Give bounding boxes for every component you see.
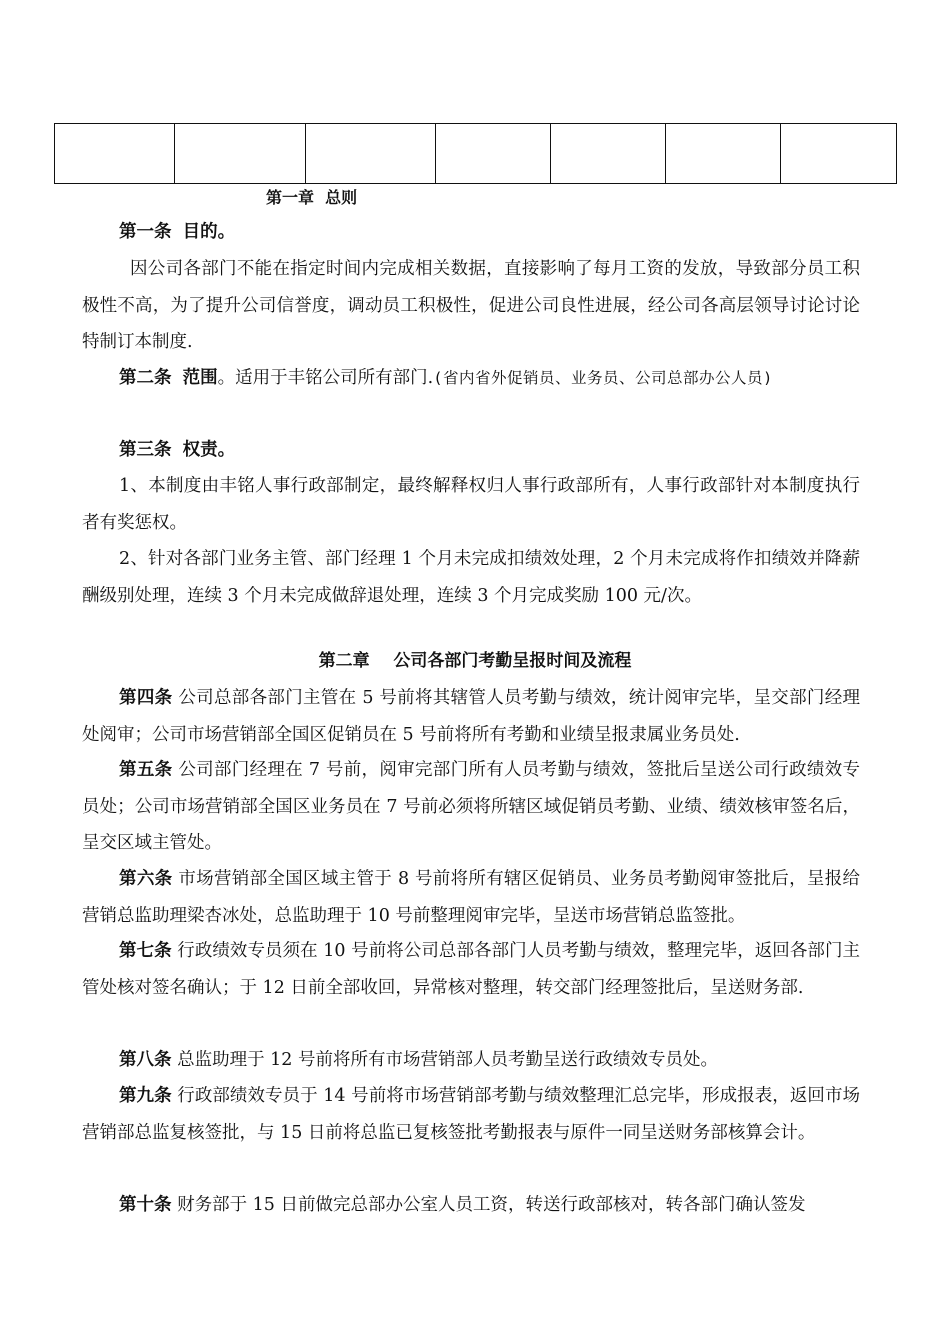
header-blank-table — [54, 123, 897, 184]
article-scope-note: (省内省外促销员、业务员、公司总部办公人员) — [433, 369, 773, 387]
article-body: 行政绩效专员须在 10 号前将公司总部各部门人员考勤与绩效，整理完毕，返回各部门主管处核对签名确认；于 12 日前全部收回，异常核对整理，转交部门经理签批后，呈送财务部. — [82, 941, 860, 998]
article-title: 范围 — [182, 368, 218, 388]
article-body: 财务部于 15 日前做完总部办公室人员工资，转送行政部核对，转各部门确认签发 — [177, 1195, 806, 1215]
article-body: 公司部门经理在 7 号前，阅审完部门所有人员考勤与绩效，签批后呈送公司行政绩效专员处；公司市场营销部全国区业务员在 7 号前必须将所辖区域促销员考勤、业绩、绩效核审签名后，呈交区域主管处。 — [82, 760, 861, 853]
article-title: 权责。 — [182, 440, 236, 460]
article-number: 第八条 — [119, 1050, 172, 1070]
article-number: 第二条 — [119, 368, 172, 388]
article-9 — [82, 1078, 860, 1151]
article-number: 第一条 — [119, 222, 172, 242]
article-3-item-1: 1、本制度由丰铭人事行政部制定，最终解释权归人事行政部所有，人事行政部针对本制度执行者有奖惩权。 — [82, 476, 860, 533]
article-number: 第六条 — [119, 869, 173, 889]
article-number: 第四条 — [119, 688, 173, 708]
article-body: 总监助理于 12 号前将所有市场营销部人员考勤呈送行政绩效专员处。 — [177, 1050, 718, 1070]
article-4 — [82, 680, 860, 753]
table-cell — [55, 124, 175, 184]
article-number: 第三条 — [119, 440, 172, 460]
article-10 — [82, 1187, 860, 1224]
article-body: 公司总部各部门主管在 5 号前将其辖管人员考勤与绩效，统计阅审完毕，呈交部门经理处阅审；公司市场营销部全国区促销员在 5 号前将所有考勤和业绩呈报隶属业务员处. — [82, 688, 861, 745]
article-6 — [82, 861, 860, 934]
chapter-2-title: 第二章 公司各部门考勤呈报时间及流程 — [318, 651, 632, 671]
table-row — [55, 124, 897, 184]
article-body: 。适用于丰铭公司所有部门. — [217, 368, 434, 388]
article-number: 第十条 — [119, 1195, 172, 1215]
chapter-1-title: 第一章 总则 — [266, 188, 358, 207]
article-number: 第七条 — [119, 941, 172, 961]
table-cell — [306, 124, 436, 184]
article-body: 市场营销部全国区域主管于 8 号前将所有辖区促销员、业务员考勤阅审签批后，呈报给营销总监助理梁杏冰处，总监助理于 10 号前整理阅审完毕，呈送市场营销总监签批。 — [82, 869, 861, 926]
article-number: 第九条 — [119, 1086, 172, 1106]
article-1-body: 因公司各部门不能在指定时间内完成相关数据，直接影响了每月工资的发放，导致部分员工积极性不高，为了提升公司信誉度，调动员工积极性，促进公司良性进展，经公司各高层领导讨论讨论特制订本制度. — [82, 259, 860, 352]
article-5 — [82, 752, 860, 862]
article-3-heading — [82, 432, 860, 469]
table-cell — [666, 124, 781, 184]
article-body: 行政部绩效专员于 14 号前将市场营销部考勤与绩效整理汇总完毕，形成报表，返回市场营销部总监复核签批，与 15 日前将总监已复核签批考勤报表与原件一同呈送财务部核算会计。 — [82, 1086, 860, 1143]
article-title: 目的。 — [182, 222, 236, 242]
article-number: 第五条 — [119, 760, 173, 780]
table-cell — [436, 124, 551, 184]
article-2 — [82, 360, 860, 397]
article-8 — [82, 1042, 860, 1079]
article-3-item-2: 2、针对各部门业务主管、部门经理 1 个月未完成扣绩效处理，2 个月未完成将作扣绩效并降薪酬级别处理，连续 3 个月未完成做辞退处理，连续 3 个月完成奖励 100 元/次。 — [82, 549, 860, 606]
article-7 — [82, 933, 860, 1006]
article-1-heading — [82, 214, 860, 251]
table-cell — [781, 124, 897, 184]
table-cell — [175, 124, 306, 184]
table-cell — [551, 124, 666, 184]
